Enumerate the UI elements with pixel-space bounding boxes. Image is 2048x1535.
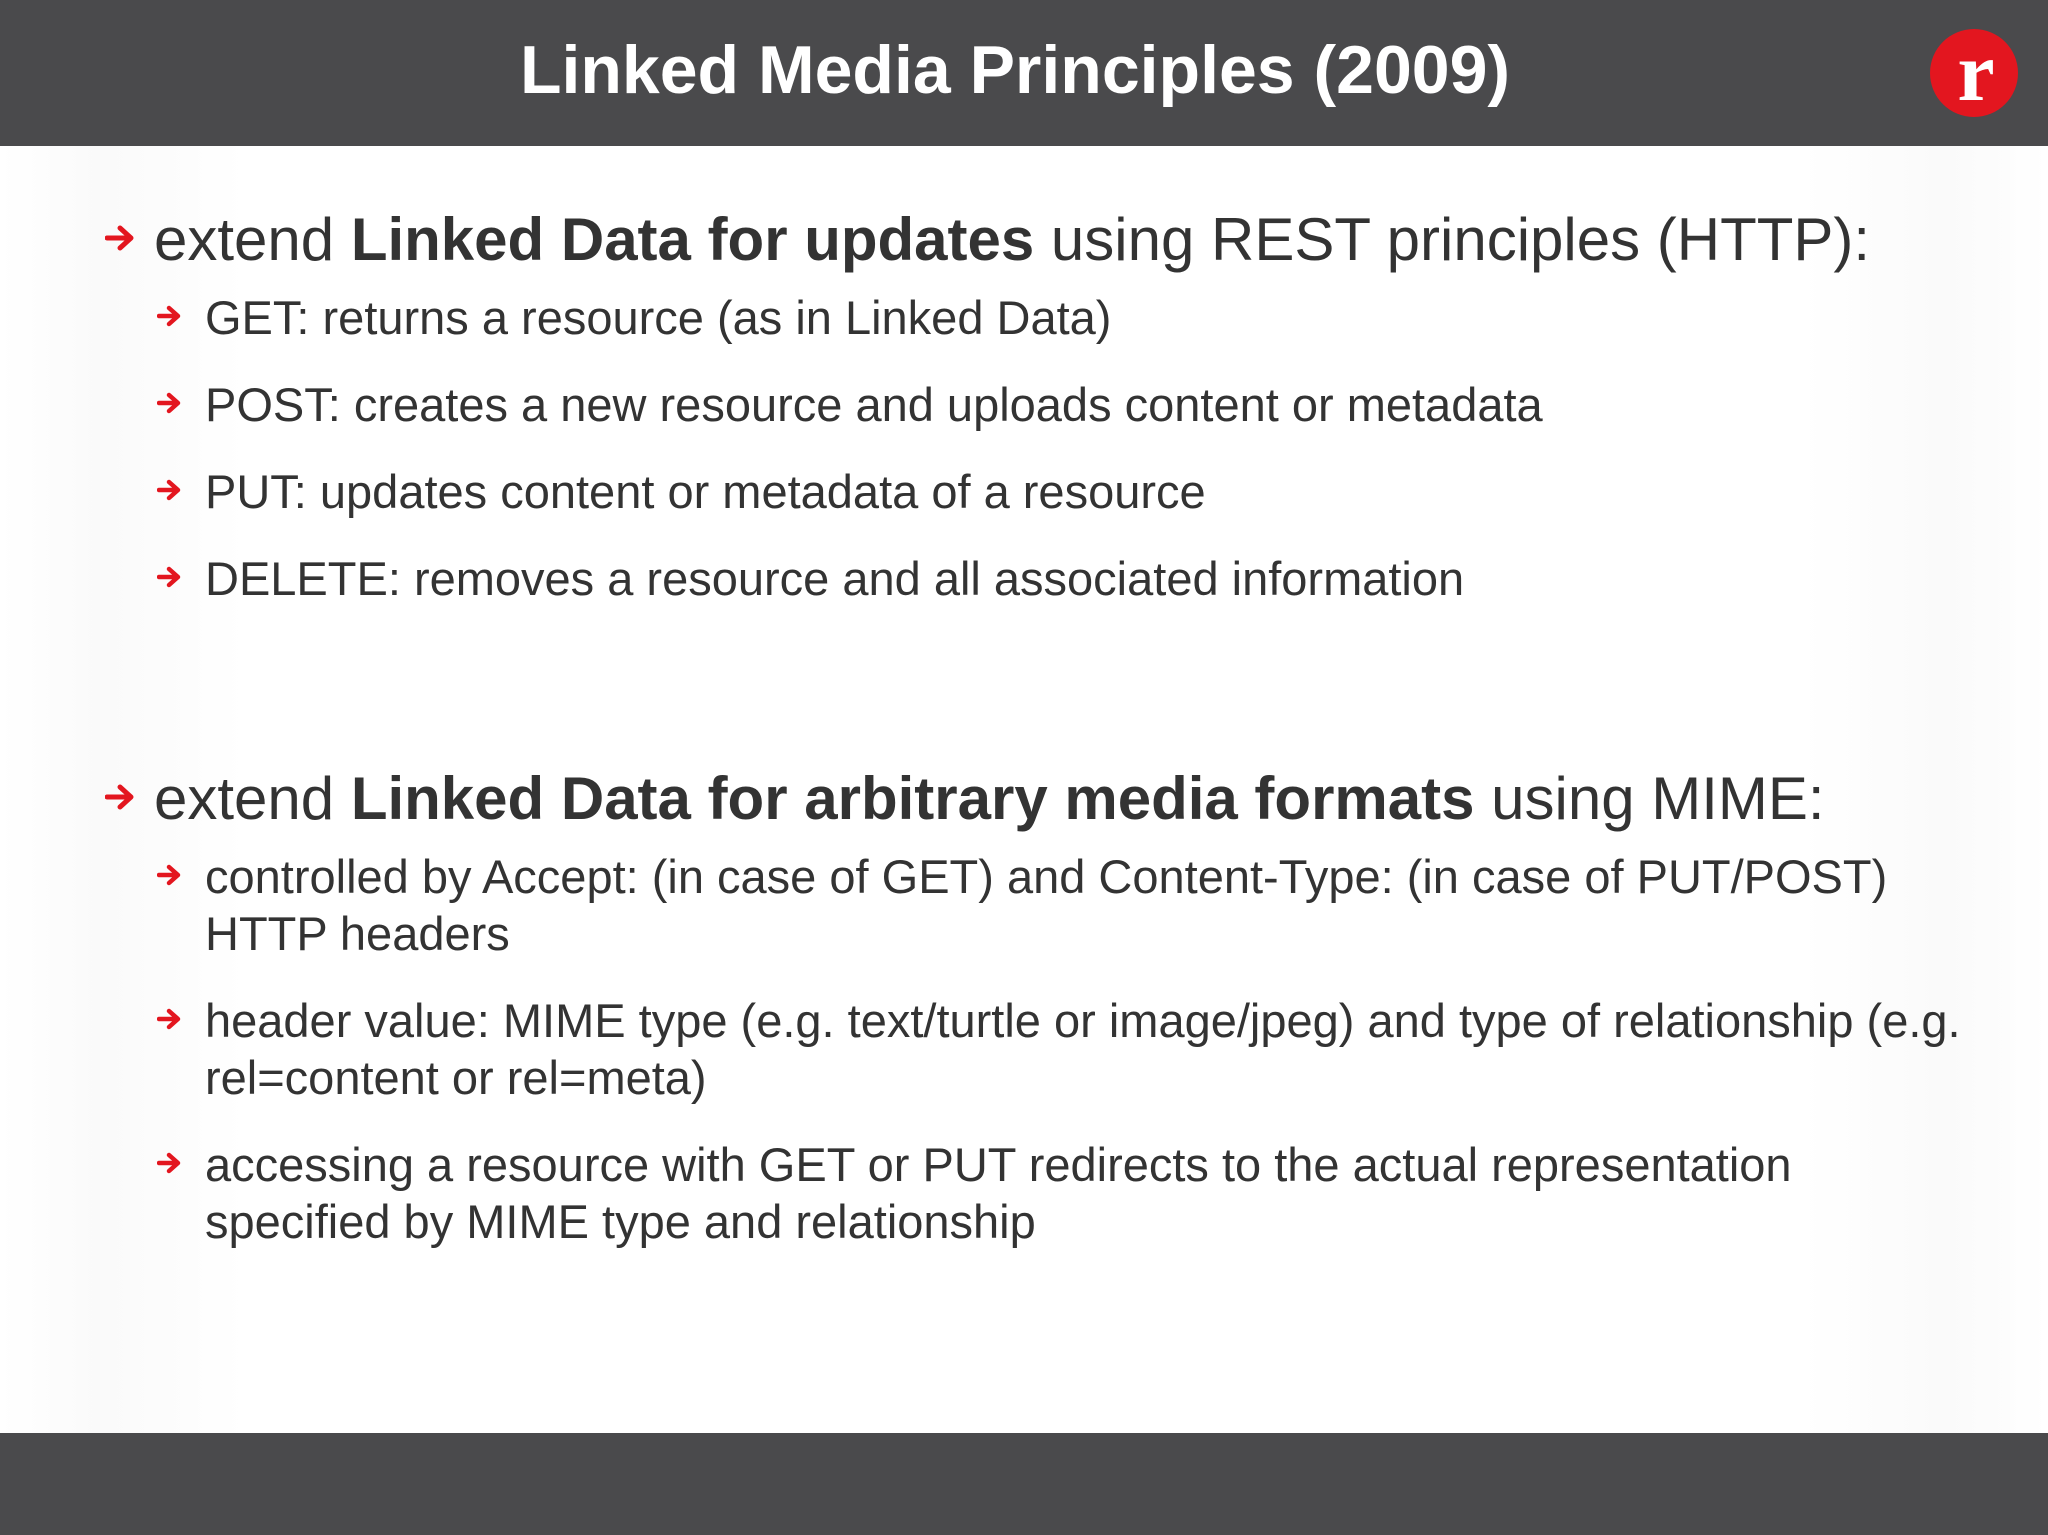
arrow-right-icon: [157, 390, 183, 416]
sub-bullet-text: accessing a resource with GET or PUT redirects to the actual representation specified by MIME type and relationship: [205, 1138, 1792, 1248]
arrow-right-icon: [157, 1006, 183, 1032]
main-bullet: [105, 764, 1985, 834]
arrow-right-icon: [157, 1150, 183, 1176]
arrow-right-icon: [157, 303, 183, 329]
main-bullet-bold: Linked Data for arbitrary media formats: [350, 765, 1475, 832]
arrow-right-icon: [105, 223, 137, 253]
sub-bullet-list: [105, 848, 1985, 1250]
footer-bar: [0, 1433, 2048, 1535]
section-rest-updates: [105, 205, 1985, 637]
sub-bullet-text: header value: MIME type (e.g. text/turtle or image/jpeg) and type of relationship (e.g. rel=content or rel=meta): [205, 994, 1961, 1104]
sub-bullet-text: POST: creates a new resource and uploads content or metadata: [205, 378, 1543, 431]
logo-icon: [1929, 28, 2019, 118]
arrow-right-icon: [105, 782, 137, 812]
sub-bullet: [157, 289, 1985, 346]
sub-bullet-list: [105, 289, 1985, 607]
main-bullet-suffix: using REST principles (HTTP):: [1034, 206, 1871, 273]
section-mime-formats: [105, 764, 1985, 1280]
sub-bullet-text: DELETE: removes a resource and all associated information: [205, 552, 1465, 605]
sub-bullet: [157, 463, 1985, 520]
arrow-right-icon: [157, 477, 183, 503]
sub-bullet: [157, 848, 1985, 962]
sub-bullet-text: GET: returns a resource (as in Linked Data): [205, 291, 1112, 344]
main-bullet-suffix: using MIME:: [1474, 765, 1825, 832]
main-bullet-prefix: extend: [154, 765, 351, 832]
logo-letter: r: [1957, 28, 1995, 118]
sub-bullet: [157, 1136, 1985, 1250]
sub-bullet: [157, 550, 1985, 607]
slide-title: Linked Media Principles (2009): [519, 32, 1511, 108]
sub-bullet-text: PUT: updates content or metadata of a resource: [205, 465, 1206, 518]
arrow-right-icon: [157, 564, 183, 590]
arrow-right-icon: [157, 862, 183, 888]
sub-bullet: [157, 376, 1985, 433]
sub-bullet: [157, 992, 1985, 1106]
main-bullet: [105, 205, 1985, 275]
main-bullet-prefix: extend: [154, 206, 351, 273]
sub-bullet-text: controlled by Accept: (in case of GET) and Content-Type: (in case of PUT/POST) HTTP headers: [205, 850, 1888, 960]
title-bar: [0, 0, 2048, 146]
main-bullet-bold: Linked Data for updates: [350, 206, 1035, 273]
